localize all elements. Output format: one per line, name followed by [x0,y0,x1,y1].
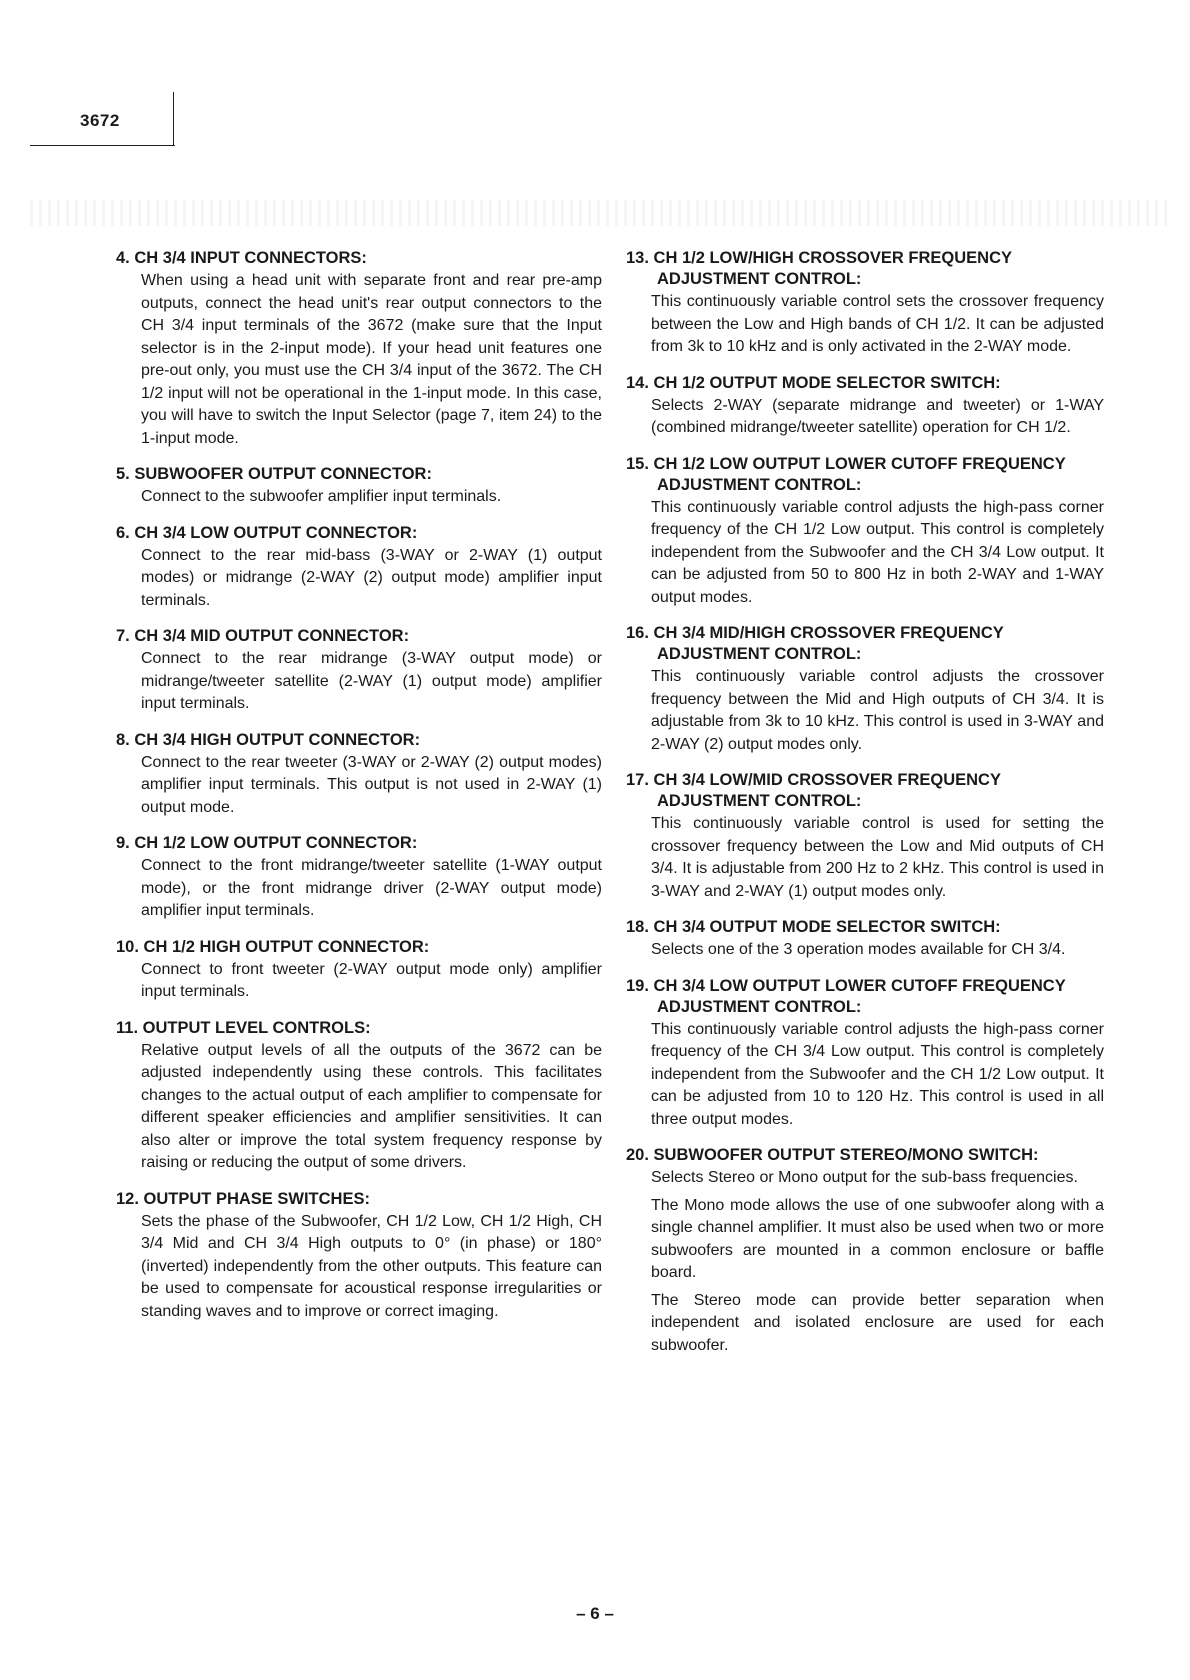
item-number: 6. [116,523,130,542]
item-body [626,813,1104,903]
item-paragraph: Sets the phase of the Subwoofer, CH 1/2 Low, CH 1/2 High, CH 3/4 Mid and CH 3/4 High outputs to 0° (in phase) or 180° (inverted) independently from the other outputs. This feature can be used to compensate for acoustical response irregularities or standing waves and to improve or correct imaging. [141,1212,602,1320]
right-column [626,248,1104,1371]
item-number: 11. [116,1018,139,1037]
item-heading [626,373,1104,394]
item-body [116,855,602,923]
item-title-continued: ADJUSTMENT CONTROL: [657,270,862,288]
numbered-item [116,833,602,923]
item-paragraph: Connect to the rear mid-bass (3-WAY or 2-WAY (1) output modes) or midrange (2-WAY (2) output mode) amplifier input terminals. [141,546,602,609]
numbered-item [116,730,602,820]
item-number: 20. [626,1146,649,1164]
item-heading [116,523,602,544]
item-title: CH 3/4 INPUT CONNECTORS: [134,249,367,267]
item-paragraph: Relative output levels of all the outputs of the 3672 can be adjusted independently using these controls. This facilitates changes to the actual output of each amplifier to compensate for different speaker efficiencies and amplifier sensitivities. It can also alter or improve the total system frequency response by raising or reducing the output of some drivers. [141,1041,602,1171]
item-title-continued: ADJUSTMENT CONTROL: [657,997,862,1016]
item-title: OUTPUT LEVEL CONTROLS: [142,1018,371,1037]
item-paragraph: This continuously variable control sets the crossover frequency between the Low and High bands of CH 1/2. It can be adjusted from 3k to 10 kHz and is only activated in the 2-WAY mode. [651,293,1104,355]
numbered-item [626,623,1104,756]
item-title: SUBWOOFER OUTPUT CONNECTOR: [134,465,432,483]
item-body [626,497,1104,610]
item-body [116,959,602,1004]
item-number: 18. [626,918,649,936]
item-body [626,666,1104,756]
item-number: 14. [626,373,649,392]
item-paragraph: This continuously variable control adjusts the crossover frequency between the Mid and High outputs of CH 3/4. It is adjustable from 3k to 10 kHz. This control is used in 3-WAY and 2-WAY (2) output modes only. [651,668,1104,753]
item-number: 9. [116,834,130,852]
numbered-item [116,626,602,716]
item-number: 12. [116,1189,139,1208]
item-body [626,395,1104,440]
item-title: CH 3/4 LOW/MID CROSSOVER FREQUENCY [653,771,1001,789]
numbered-item [116,1018,602,1175]
item-body [116,648,602,716]
item-heading [626,917,1104,938]
numbered-item [626,770,1104,903]
item-heading [626,976,1104,1018]
numbered-item [626,917,1104,962]
item-number: 15. [626,454,649,473]
item-body [626,1167,1104,1357]
item-paragraph: Selects Stereo or Mono output for the sub-bass frequencies. [651,1169,1078,1186]
item-title: CH 3/4 HIGH OUTPUT CONNECTOR: [134,730,421,749]
item-heading [116,937,602,958]
item-paragraph: The Stereo mode can provide better separation when independent and isolated enclosure are used for each subwoofer. [651,1291,1104,1354]
item-paragraph: When using a head unit with separate front and rear pre-amp outputs, connect the head unit's rear output connectors to the CH 3/4 input terminals of the 3672 (make sure that the Input selector is in the 2-input mode). If your head unit features one pre-out only, you must use the CH 3/4 input of the 3672. The CH 1/2 input will not be operational in the 1-input mode. In this case, you will have to switch the Input Selector (page 7, item 24) to the 1-input mode. [141,272,602,447]
numbered-item [116,937,602,1004]
item-paragraph: This continuously variable control is used for setting the crossover frequency between the Low and Mid outputs of CH 3/4. It is adjustable from 200 Hz to 2 kHz. This control is used in 3-WAY and 2-WAY (1) output modes only. [651,815,1104,900]
item-paragraph: Selects one of the 3 operation modes available for CH 3/4. [651,941,1066,958]
item-number: 4. [116,249,130,267]
item-paragraph: The Mono mode allows the use of one subwoofer along with a single channel amplifier. It must also be used when two or more subwoofers are mounted in a common enclosure or baffle board. [651,1196,1104,1281]
numbered-item [626,454,1104,610]
item-title: CH 1/2 LOW OUTPUT CONNECTOR: [134,834,418,852]
item-title-continued: ADJUSTMENT CONTROL: [657,475,862,494]
item-title: CH 3/4 MID OUTPUT CONNECTOR: [134,627,410,645]
item-number: 16. [626,624,649,642]
item-heading [626,623,1104,665]
item-title: CH 1/2 HIGH OUTPUT CONNECTOR: [143,937,430,956]
item-paragraph: This continuously variable control adjusts the high-pass corner frequency of the CH 3/4 Low output. This control is completely independent from the Subwoofer and the CH 1/2 Low output. It can be adjusted from 10 to 120 Hz. This control is used in all three output modes. [651,1020,1104,1128]
item-body [116,486,602,509]
item-title: CH 1/2 LOW OUTPUT LOWER CUTOFF FREQUENCY [653,454,1066,473]
numbered-item [626,373,1104,440]
item-paragraph: Connect to the subwoofer amplifier input terminals. [141,488,502,505]
item-heading [116,730,602,751]
item-number: 19. [626,976,649,995]
item-body [116,270,602,450]
item-heading [626,1145,1104,1166]
item-heading [116,248,602,269]
item-paragraph: Connect to the rear tweeter (3-WAY or 2-WAY (2) output modes) amplifier input terminals. This output is not used in 2-WAY (1) output mode. [141,753,602,816]
item-paragraph: Connect to the rear midrange (3-WAY output mode) or midrange/tweeter satellite (2-WAY (1) output mode) amplifier input terminals. [141,650,602,712]
item-heading [626,454,1104,496]
item-body [116,1040,602,1175]
item-body [116,1211,602,1324]
item-number: 13. [626,249,649,267]
item-body [626,939,1104,962]
item-heading [116,626,602,647]
numbered-item [626,248,1104,359]
item-number: 5. [116,465,130,483]
item-title: CH 1/2 LOW/HIGH CROSSOVER FREQUENCY [653,249,1012,267]
item-heading [116,833,602,854]
item-number: 8. [116,730,130,749]
header-rule-vertical [173,92,174,146]
model-number: 3672 [80,111,120,130]
item-paragraph: Connect to front tweeter (2-WAY output mode only) amplifier input terminals. [141,960,602,1000]
numbered-item [626,1145,1104,1357]
item-title: CH 3/4 OUTPUT MODE SELECTOR SWITCH: [653,918,1001,936]
item-body [626,291,1104,359]
item-title: CH 3/4 LOW OUTPUT LOWER CUTOFF FREQUENCY [653,976,1066,995]
numbered-item [116,248,602,450]
item-title: OUTPUT PHASE SWITCHES: [143,1189,370,1208]
item-number: 17. [626,771,649,789]
item-title: CH 3/4 MID/HIGH CROSSOVER FREQUENCY [653,624,1004,642]
item-paragraph: Connect to the front midrange/tweeter satellite (1-WAY output mode), or the front midrange driver (2-WAY output mode) amplifier input terminals. [141,857,602,919]
item-body [626,1019,1104,1132]
numbered-item [626,976,1104,1132]
item-number: 7. [116,627,130,645]
numbered-item [116,464,602,509]
header-rule-horizontal [30,145,175,146]
item-number: 10. [116,937,139,956]
item-title: CH 1/2 OUTPUT MODE SELECTOR SWITCH: [653,373,1001,392]
item-paragraph: Selects 2-WAY (separate midrange and tweeter) or 1-WAY (combined midrange/tweeter satellite) operation for CH 1/2. [651,396,1104,436]
item-title-continued: ADJUSTMENT CONTROL: [657,645,862,663]
scan-artifact-band [30,200,1170,226]
left-column [116,248,602,1337]
item-heading [116,1018,602,1039]
page-number: – 6 – [576,1604,614,1623]
item-paragraph: This continuously variable control adjusts the high-pass corner frequency of the CH 1/2 Low output. This control is completely independent from the Subwoofer and the CH 3/4 Low output. It can be adjusted from 50 to 800 Hz in both 2-WAY and 1-WAY output modes. [651,498,1104,606]
item-title: SUBWOOFER OUTPUT STEREO/MONO SWITCH: [653,1146,1039,1164]
item-heading [116,1189,602,1210]
item-title-continued: ADJUSTMENT CONTROL: [657,792,862,810]
item-body [116,752,602,820]
item-heading [626,770,1104,812]
item-title: CH 3/4 LOW OUTPUT CONNECTOR: [134,523,418,542]
numbered-item [116,1189,602,1324]
item-heading [626,248,1104,290]
item-heading [116,464,602,485]
item-body [116,545,602,613]
numbered-item [116,523,602,613]
